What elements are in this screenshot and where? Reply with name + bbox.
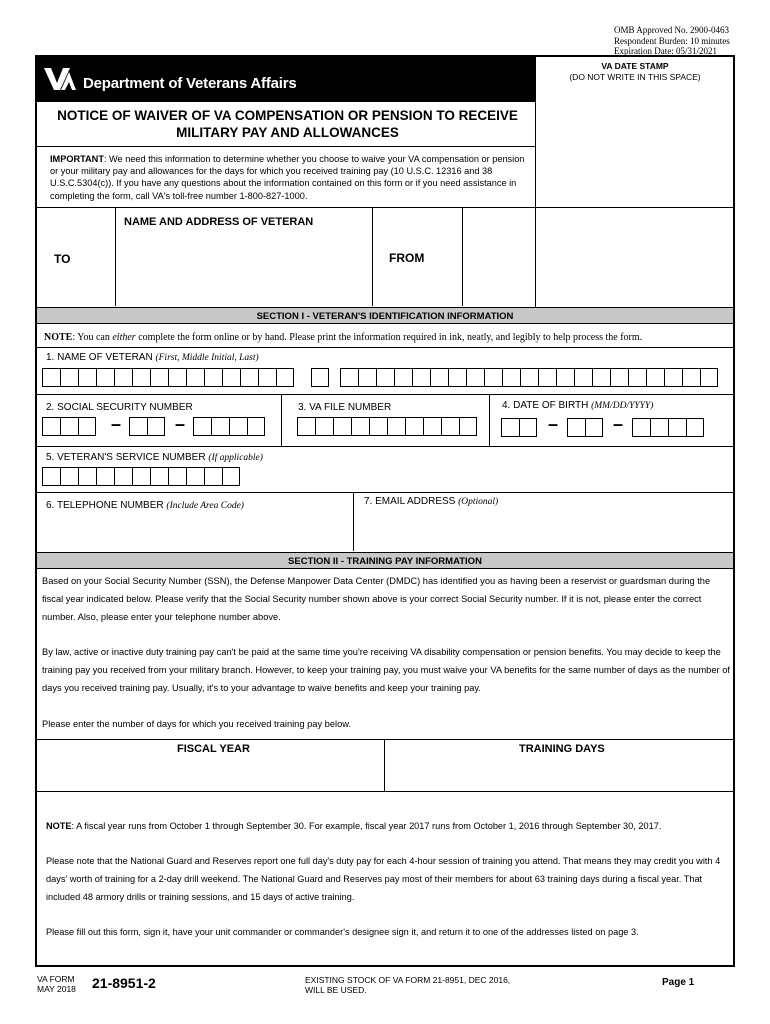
dob-year-boxes[interactable]: [632, 418, 704, 437]
email-field[interactable]: [358, 512, 728, 548]
name-address-label: NAME AND ADDRESS OF VETERAN: [124, 216, 314, 228]
stamp-note: (DO NOT WRITE IN THIS SPACE): [569, 72, 701, 82]
section-1-header: SECTION I - VETERAN'S IDENTIFICATION INFORMATION: [37, 307, 733, 324]
field-1-divider: [37, 394, 733, 395]
dob-label-wrap: [502, 400, 653, 411]
service-number-label: 5. VETERAN'S SERVICE NUMBER: [46, 452, 206, 463]
training-days-header: TRAINING DAYS: [519, 743, 605, 755]
important-text: : We need this information to determine whether you choose to waive your VA compensation or pension or your military pay and allowances for the days for which you received training pay (10 U.S.C. 12316 and 38 U.S.C.5304(c)). If you have any questions about the information contained on this form or if you need assistance in completing the form, call VA's toll-free number 1-800-827-1000.: [50, 154, 525, 201]
section-2-paragraph-3: Please enter the number of days for which you received training pay below.: [42, 719, 352, 729]
telephone-label-wrap: [46, 500, 244, 511]
field-6-7-divider: [353, 492, 354, 551]
footer-form-info: [37, 974, 76, 994]
dob-dash-2: –: [613, 414, 624, 434]
respondent-burden: Respondent Burden: 10 minutes: [614, 35, 730, 46]
department-name: Department of Veterans Affairs: [83, 75, 297, 92]
note-post: complete the form online or by hand. Please print the information required in ink, neatly, and legibly to help process the form.: [135, 332, 643, 343]
dob-dash-1: –: [548, 414, 559, 434]
footer-stock-note: [305, 975, 510, 995]
important-notice: [50, 153, 530, 202]
section-2-header: SECTION II - TRAINING PAY INFORMATION: [37, 552, 733, 569]
footer-stock-line1: EXISTING STOCK OF VA FORM 21-8951, DEC 2016,: [305, 975, 511, 985]
veteran-name-hint: (First, Middle Initial, Last): [155, 353, 259, 363]
service-number-label-wrap: [46, 452, 263, 463]
form-number: 21-8951-2: [92, 975, 156, 991]
service-number-hint: (If applicable): [208, 453, 263, 463]
table-mid-line: [384, 739, 385, 791]
section-2-paragraph-5: Please fill out this form, sign it, have your unit commander or commander's designee sign it, and return it to one of the addresses listed on page 3.: [46, 927, 639, 937]
email-hint: (Optional): [458, 497, 499, 507]
ssn-part3-boxes[interactable]: [193, 417, 265, 436]
table-top-line: [37, 739, 733, 740]
address-top-line: [37, 207, 733, 208]
telephone-field[interactable]: [42, 514, 348, 548]
middle-initial-box[interactable]: [311, 368, 329, 387]
dob-hint: (MM/DD/YYYY): [591, 401, 654, 411]
field-2-3-divider: [281, 394, 282, 446]
last-name-boxes[interactable]: [340, 368, 718, 387]
va-file-label: 3. VA FILE NUMBER: [298, 402, 392, 413]
va-date-stamp: [535, 61, 735, 83]
ssn-dash-1: –: [111, 414, 122, 434]
veteran-address-field[interactable]: [120, 232, 368, 302]
table-bottom-line: [37, 791, 733, 792]
omb-number: OMB Approved No. 2900-0463: [614, 25, 729, 35]
ssn-dash-2: –: [175, 414, 186, 434]
first-name-boxes[interactable]: [42, 368, 294, 387]
ssn-part2-boxes[interactable]: [129, 417, 165, 436]
section-2-paragraph-1: Based on your Social Security Number (SSN), the Defense Manpower Data Center (DMDC) has identified you as having been a reservist or guardsman during the fiscal year indicated below. Please verify that the Social Security number shown above is your correct Social Security number. If it is not, please enter the correct number. Also, please enter your telephone number above.: [42, 576, 711, 622]
ssn-label: 2. SOCIAL SECURITY NUMBER: [46, 402, 193, 413]
from-divider: [372, 207, 373, 306]
note-either: either: [112, 332, 136, 343]
field-5-divider: [37, 492, 733, 493]
form-title-line1: NOTICE OF WAIVER OF VA COMPENSATION OR PENSION TO RECEIVE: [57, 108, 518, 123]
omb-info: [614, 25, 730, 57]
dob-day-boxes[interactable]: [567, 418, 603, 437]
title-divider: [37, 101, 535, 102]
page-number: Page 1: [662, 977, 695, 988]
section-2-paragraph-2: By law, active or inactive duty training pay can't be paid at the same time you're receiving VA disability compensation or pension benefits. You may decide to keep the training pay you received from your military branch. However, to keep your training pay, you must waive your VA benefits for the same number of days as the number of days you received training pay. Usually, it's to your advantage to waive benefits and keep your training pay.: [42, 647, 730, 693]
fiscal-note-text: : A fiscal year runs from October 1 through September 30. For example, fiscal year 2017 runs from October 1, 2016 through September 30, 2017.: [71, 821, 662, 831]
telephone-hint: (Include Area Code): [166, 501, 244, 511]
from-label: FROM: [389, 251, 425, 265]
dob-month-boxes[interactable]: [501, 418, 537, 437]
dob-label: 4. DATE OF BIRTH: [502, 400, 589, 411]
note-divider: [37, 347, 733, 348]
training-days-field[interactable]: [389, 760, 729, 788]
stamp-title: VA DATE STAMP: [601, 61, 669, 71]
va-logo-icon: [43, 66, 77, 92]
section-1-note: [44, 332, 642, 343]
footer-stock-line2: WILL BE USED.: [305, 985, 367, 995]
note-label: NOTE: [44, 332, 73, 343]
footer-va-form: VA FORM: [37, 974, 75, 984]
field-3-4-divider: [489, 394, 490, 446]
from-address-field[interactable]: [466, 212, 730, 302]
important-divider: [37, 146, 535, 147]
fiscal-year-header: FISCAL YEAR: [177, 743, 250, 755]
field-1-label: [46, 352, 259, 363]
expiration-date: Expiration Date: 05/31/2021: [614, 46, 717, 56]
footer-date: MAY 2018: [37, 984, 76, 994]
email-label: 7. EMAIL ADDRESS: [364, 496, 456, 507]
section-2-paragraph-4: Please note that the National Guard and Reserves report one full day's duty pay for each 4-hour session of training you attend. That means they may credit you with 4 days' worth of training for a 2-day drill weekend. The National Guard and Reserves pay most of their members for about 63 training days during a fiscal year. That included 48 armory drills or training sessions, and 15 days of active training.: [46, 856, 721, 902]
va-header-bar: [37, 57, 535, 101]
va-file-boxes[interactable]: [297, 417, 477, 436]
fiscal-year-note: [46, 817, 726, 835]
ssn-part1-boxes[interactable]: [42, 417, 96, 436]
to-label: TO: [54, 252, 71, 266]
important-label: IMPORTANT: [50, 154, 104, 164]
from-field-divider: [462, 207, 463, 306]
field-4-divider: [37, 446, 733, 447]
form-title: [40, 107, 535, 141]
email-label-wrap: [364, 496, 498, 507]
telephone-label: 6. TELEPHONE NUMBER: [46, 500, 164, 511]
note-pre: : You can: [72, 332, 113, 343]
fiscal-year-field[interactable]: [42, 760, 380, 788]
fiscal-note-label: NOTE: [46, 821, 72, 831]
service-number-boxes[interactable]: [42, 467, 240, 486]
form-title-line2: MILITARY PAY AND ALLOWANCES: [176, 125, 399, 140]
veteran-name-label: 1. NAME OF VETERAN: [46, 352, 153, 363]
to-divider: [115, 207, 116, 306]
